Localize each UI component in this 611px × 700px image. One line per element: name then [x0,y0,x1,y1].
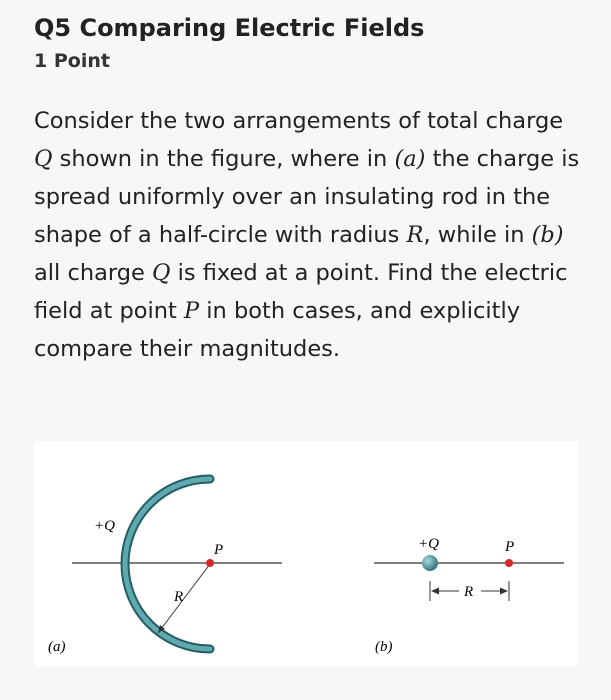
text-segment: shown in the figure, where in [52,146,395,172]
math-P: P [184,298,200,324]
math-Q: Q [152,260,171,286]
point-p-a [206,559,214,567]
text-segment: all charge [34,260,152,286]
figure-svg [34,441,577,667]
half-circle-rod [125,479,210,649]
distance-label-b: R [464,584,474,600]
math-Q: Q [34,146,53,172]
point-label-a: P [214,542,224,558]
dim-arrowhead-right [500,588,508,595]
point-charge [422,555,438,571]
charge-label-a: +Q [94,518,115,534]
math-a: (a) [394,146,426,172]
math-b: (b) [531,222,564,248]
question-header [34,12,424,72]
point-p-b [505,559,513,567]
radius-label-a: R [174,589,184,605]
text-segment: in both cases, and explicitly compare their magnitudes. [34,298,521,362]
question-points: 1 Point [34,50,110,72]
radius-arrow [158,564,210,633]
caption-a: (a) [48,639,66,655]
text-segment: the charge is spread uniformly over an insulating rod in the shape of a half-circle with radius [34,146,580,248]
caption-b: (b) [375,639,393,655]
point-label-b: P [505,539,515,555]
dim-arrowhead-left [431,588,439,595]
text-segment: is fixed at a point. Find the electric field at point [34,260,568,324]
text-segment: Consider the two arrangements of total charge [34,108,564,134]
text-segment: , while in [423,222,532,248]
math-R: R [406,222,424,248]
question-figure [34,441,577,667]
half-circle-rod-highlight [125,479,210,649]
question-text [34,102,584,368]
charge-label-b: +Q [418,536,439,552]
question-title: Q5 Comparing Electric Fields [34,14,425,42]
